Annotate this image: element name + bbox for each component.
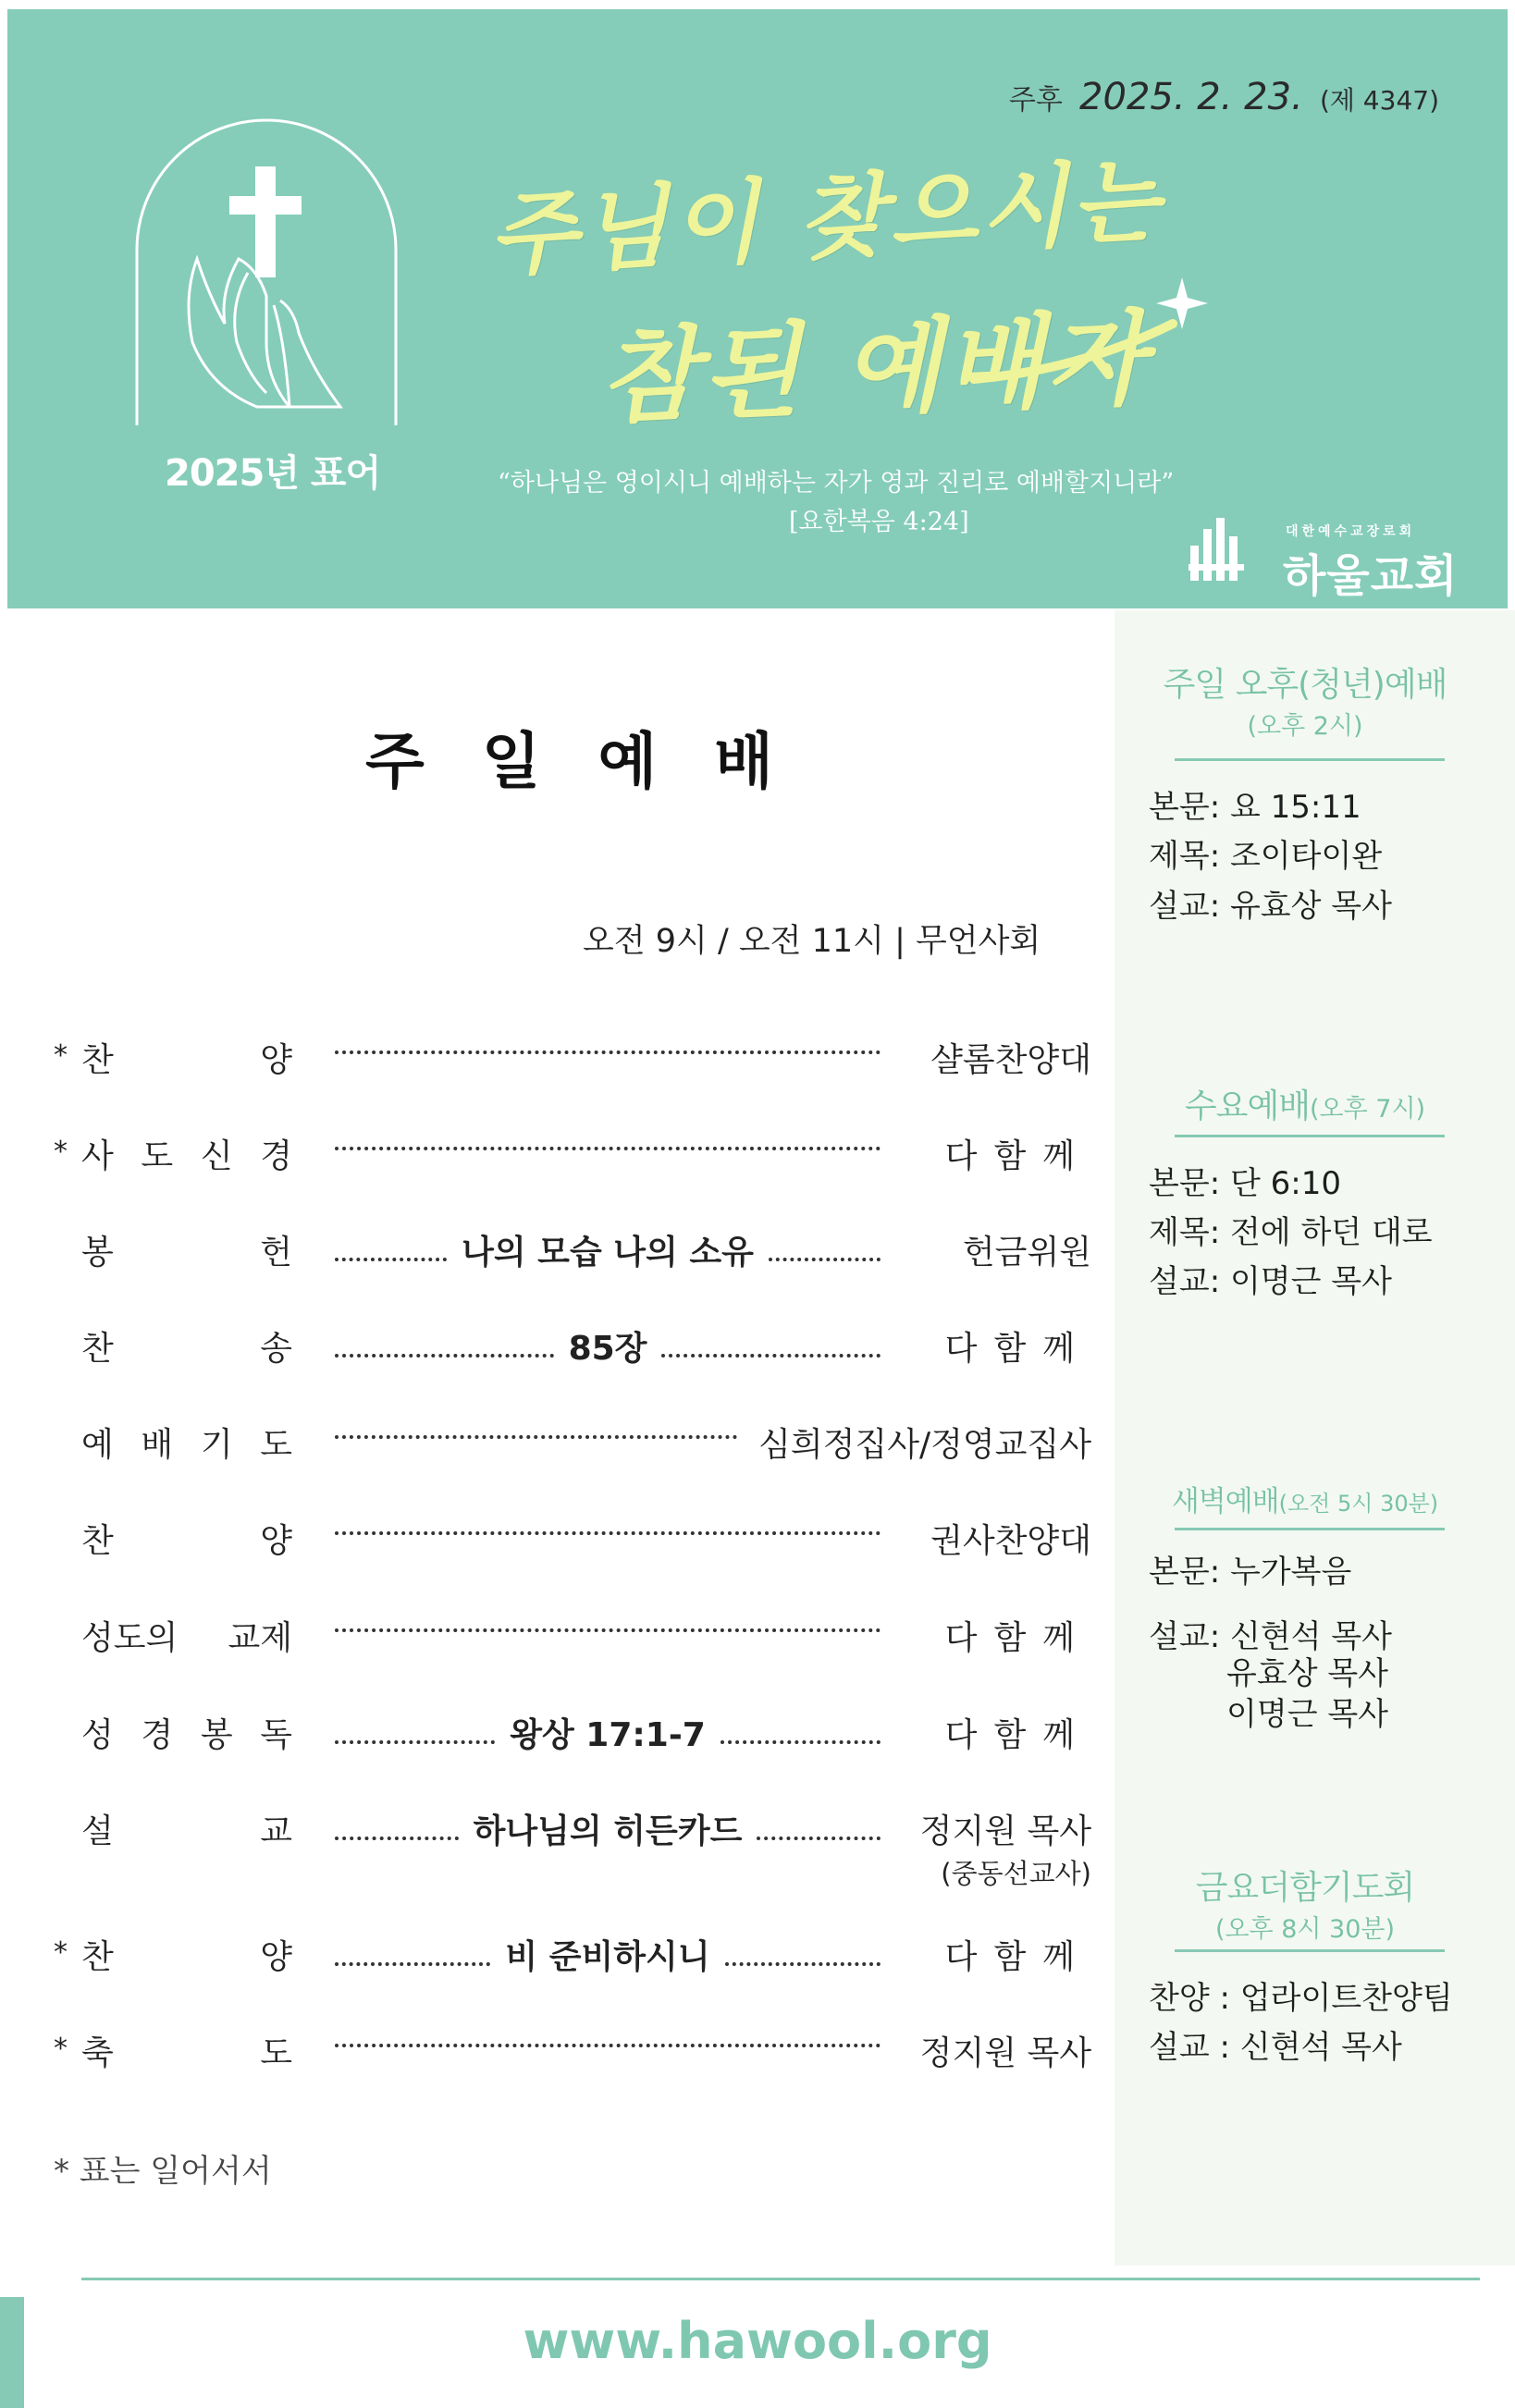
dots [335,1820,459,1840]
order-item-char: 성도의 [81,1619,179,1657]
dots [335,1724,495,1744]
order-item-char: 기 [200,1426,233,1464]
order-item-char: 독 [260,1716,292,1754]
dots [335,1419,737,1439]
order-item-leader: 헌금위원 [962,1234,1091,1272]
order-item-detail: 왕상 17:1-7 [510,1716,706,1754]
order-item-name [81,1322,292,1370]
standing-mark: * [54,1136,68,1168]
order-item-name [81,1709,292,1756]
divider [1175,1528,1445,1530]
order-item-char: 경 [260,1137,292,1175]
friday-title: 금요더함기도회 [1195,1869,1415,1907]
order-item-leader: 다함께 [944,1137,1091,1175]
friday-line: 설교 : 신현석 목사 [1149,2029,1402,2066]
order-row [0,1709,1110,1764]
wednesday-line: 설교: 이명근 목사 [1149,1263,1392,1300]
order-item-leader: 다함께 [944,1619,1091,1657]
wednesday-line: 본문: 단 6:10 [1149,1165,1341,1202]
dot-leader [335,1034,881,1052]
wednesday-line: 제목: 전에 하던 대로 [1149,1214,1433,1251]
motto-verse-reference: [요한복음 4:24] [789,508,969,536]
dawn-line: 유효상 목사 [1226,1655,1389,1692]
divider [1175,1949,1445,1952]
motto-verse: “하나님은 영이시니 예배하는 자가 영과 진리로 예배할지니라” [498,469,1175,498]
church-name: 하울교회 [1283,550,1459,602]
divider [1175,758,1445,761]
dot-leader [335,1130,881,1149]
standing-mark: * [54,1936,68,1969]
date-value: 2025. 2. 23. [1079,76,1303,118]
order-item-char: 봉 [200,1716,233,1754]
dot-leader [335,1805,881,1852]
dots [335,1130,881,1150]
order-item-char: 도 [260,1426,292,1464]
order-item-char: 양 [260,1041,292,1079]
order-item-char: 교 [260,1812,292,1850]
order-item-leader: 다함께 [944,1716,1091,1754]
afternoon-line: 설교: 유효상 목사 [1149,888,1392,925]
dot-leader [335,1709,881,1756]
sidebar-dawn-heading [1152,1478,1459,1519]
order-row [0,1226,1110,1282]
church-denomination: 대한예수교장로회 [1286,524,1416,539]
afternoon-time: (오후 2시) [1247,712,1363,741]
sidebar-friday-heading [1152,1861,1459,1945]
afternoon-line: 제목: 조이타이완 [1149,838,1383,875]
friday-line: 찬양 : 업라이트찬양팀 [1149,1980,1453,2017]
order-row [0,1515,1110,1570]
website-link[interactable]: www.hawool.org [523,2312,992,2370]
order-item-name [81,1805,292,1852]
order-item-char: 예 [81,1426,114,1464]
order-item-name [81,1419,292,1466]
order-item-char: 도 [141,1137,174,1175]
order-item-name [81,1034,292,1081]
order-item-char: 찬 [81,1330,114,1368]
order-item-name [81,1612,292,1659]
order-item-char: 교제 [228,1619,292,1657]
dots [335,1337,554,1358]
dawn-line: 설교: 신현석 목사 [1149,1618,1392,1655]
dot-leader [335,1931,881,1978]
divider [1175,1135,1445,1137]
church-logo-icon [1189,518,1246,583]
page-title: 주일예배 [365,726,831,797]
standing-mark: * [54,2033,68,2065]
dot-leader [335,1612,881,1630]
dawn-time: (오전 5시 30분) [1278,1491,1439,1517]
order-item-name [81,1130,292,1177]
order-row [0,1034,1110,1089]
dots [335,1946,490,1966]
order-item-char: 찬 [81,1522,114,1560]
dots [335,1515,881,1535]
order-item-char: 송 [260,1330,292,1368]
order-row [0,1419,1110,1474]
motto-title-line1: 주님이 찾으시는 [486,147,1165,289]
footnote: * 표는 일어서서 [54,2153,272,2190]
afternoon-line: 본문: 요 15:11 [1149,789,1361,826]
sidebar-wednesday-heading [1152,1080,1459,1127]
service-times: 오전 9시 / 오전 11시 | 무언사회 [583,923,1041,960]
order-row [0,1805,1110,1889]
order-row [0,1130,1110,1186]
wednesday-time: (오후 7시) [1310,1095,1426,1124]
order-item-char: 신 [200,1137,233,1175]
dots [335,1612,881,1632]
dawn-line: 이명근 목사 [1226,1696,1389,1733]
order-row [0,1322,1110,1378]
dot-leader [335,1322,881,1370]
order-item-leader: 정지원 목사 [919,1812,1091,1850]
order-item-char: 경 [141,1716,174,1754]
order-item-leader: 샬롬찬양대 [930,1041,1091,1079]
order-item-char: 봉 [81,1234,114,1272]
dawn-line: 본문: 누가복음 [1149,1554,1352,1591]
order-item-name [81,1515,292,1562]
order-item-leader: 다함께 [944,1938,1091,1976]
dot-leader [335,1419,737,1437]
dots [335,2027,881,2047]
date-label: 주후 [1008,84,1063,117]
order-item-char: 찬 [81,1041,114,1079]
standing-mark: * [54,1039,68,1072]
order-item-char: 설 [81,1812,114,1850]
order-item-detail: 85장 [568,1330,647,1368]
header-banner [7,9,1508,608]
order-item-leader-note: (중동선교사) [941,1858,1091,1889]
dawn-title: 새벽예배 [1171,1485,1279,1518]
order-item-leader: 다함께 [944,1330,1091,1368]
friday-time: (오후 8시 30분) [1214,1915,1396,1944]
order-row [0,1612,1110,1667]
order-item-char: 사 [81,1137,114,1175]
order-row [0,2027,1110,2082]
motto-year: 2025년 표어 [165,452,381,495]
bulletin-date [1009,76,1439,118]
order-item-detail: 나의 모습 나의 소유 [462,1234,754,1272]
sparkle-icon [969,259,1247,407]
order-item-leader: 심희정집사/정영교집사 [758,1426,1091,1464]
order-item-detail: 비 준비하시니 [505,1938,710,1976]
sidebar-afternoon-heading [1152,658,1459,742]
dots [335,1241,447,1261]
order-item-char: 양 [260,1938,292,1976]
order-item-char: 도 [260,2034,292,2072]
order-item-char: 찬 [81,1938,114,1976]
order-item-name [81,2027,292,2074]
dot-leader [335,1515,881,1533]
dot-leader [335,1226,881,1273]
order-item-leader: 권사찬양대 [930,1522,1091,1560]
order-item-name [81,1226,292,1273]
dots [335,1034,881,1054]
motto-title-line2: 참된 예배자 [597,298,1151,437]
order-item-char: 성 [81,1716,114,1754]
order-item-char: 헌 [260,1234,292,1272]
order-item-char: 축 [81,2034,114,2072]
dot-leader [335,2027,881,2046]
order-row [0,1931,1110,1986]
issue-number: (제 4347) [1319,85,1439,116]
afternoon-title: 주일 오후(청년)예배 [1163,666,1447,704]
wednesday-title: 수요예배 [1184,1087,1311,1125]
footer-divider [81,2278,1480,2280]
praying-hands-cross-icon [128,111,405,430]
order-item-char: 양 [260,1522,292,1560]
order-item-detail: 하나님의 히든카드 [473,1812,743,1850]
order-item-name [81,1931,292,1978]
order-item-char: 배 [141,1426,174,1464]
order-item-leader: 정지원 목사 [919,2034,1091,2072]
